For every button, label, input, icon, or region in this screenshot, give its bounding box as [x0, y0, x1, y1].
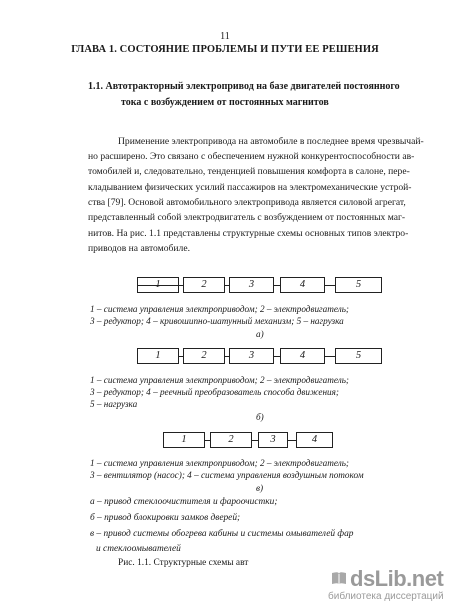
watermark — [328, 566, 446, 606]
paragraph-line: нитов. На рис. 1.1 представлены структурные схемы основных типов электро- — [88, 228, 409, 239]
watermark-subtitle: библиотека диссертаций — [328, 591, 444, 602]
diagram-c-label: в) — [256, 483, 264, 493]
legend-c-line-1: 1 – система управления электроприводом; 2 – электродвигатель; — [90, 458, 349, 468]
diagram-block: 3 — [258, 432, 288, 448]
legend-c-line-2: 3 – вентилятор (насос); 4 – система управления воздушным потоком — [90, 470, 364, 480]
diagram-block: 2 — [183, 348, 225, 364]
diagram-block: 4 — [296, 432, 333, 448]
page-number: 11 — [220, 31, 230, 42]
book-icon — [330, 569, 348, 587]
legend-b-line-3: 5 – нагрузка — [90, 399, 138, 409]
paragraph-line: Применение электропривода на автомобиле в последнее время чрезвычай- — [118, 136, 424, 147]
paragraph-line: но расширено. Это связано с обеспечением нужной конкурентоспособности ав- — [88, 151, 415, 162]
subcaption-c-line-2: и стеклоомывателей — [96, 544, 181, 554]
diagram-block: 4 — [280, 277, 325, 293]
diagram-block: 2 — [210, 432, 252, 448]
paragraph-line: томобилей и, следовательно, тенденцией повышения комфорта в салоне, пере- — [88, 166, 410, 177]
diagram-block: 5 — [335, 348, 382, 364]
diagram-block: 1 — [137, 277, 179, 293]
paragraph-line: кладыванием физических усилий пассажиров на электромеханические устрой- — [88, 182, 412, 193]
chapter-title: ГЛАВА 1. СОСТОЯНИЕ ПРОБЛЕМЫ И ПУТИ ЕЕ РЕШЕНИЯ — [71, 44, 379, 55]
diagram-block: 3 — [229, 348, 274, 364]
diagram-block: 1 — [163, 432, 205, 448]
paragraph-line: представленный собой электродвигатель с возбуждением от постоянных маг- — [88, 212, 406, 223]
subcaption-a: а – привод стеклоочистителя и фароочистки; — [90, 497, 278, 507]
legend-b-line-1: 1 – система управления электроприводом; 2 – электродвигатель; — [90, 375, 349, 385]
diagram-a-label: а) — [256, 329, 264, 339]
diagram-block: 3 — [229, 277, 274, 293]
diagram-block: 1 — [137, 348, 179, 364]
subcaption-b: б – привод блокировки замков дверей; — [90, 513, 241, 523]
diagram-block: 2 — [183, 277, 225, 293]
legend-a-line-1: 1 – система управления электроприводом; 2 – электродвигатель; — [90, 304, 349, 314]
paragraph-line: приводов на автомобиле. — [88, 243, 191, 254]
diagram-block: 4 — [280, 348, 325, 364]
legend-b-line-2: 3 – редуктор; 4 – реечный преобразователь способа движения; — [90, 387, 339, 397]
diagram-b-label: б) — [256, 412, 264, 422]
section-title-line-2: тока с возбуждением от постоянных магнитов — [121, 97, 329, 108]
figure-caption: Рис. 1.1. Структурные схемы авт — [118, 558, 249, 568]
watermark-logo: dsLib.net — [350, 566, 444, 591]
diagram-block: 5 — [335, 277, 382, 293]
subcaption-c-line-1: в – привод системы обогрева кабины и системы омывателей фар — [90, 529, 354, 539]
legend-a-line-2: 3 – редуктор; 4 – кривошипно-шатунный механизм; 5 – нагрузка — [90, 316, 344, 326]
paragraph-line: ства [79]. Основой автомобильного электропривода является силовой агрегат, — [88, 197, 406, 208]
section-title-line-1: 1.1. Автотракторный электропривод на базе двигателей постоянного — [88, 81, 400, 92]
